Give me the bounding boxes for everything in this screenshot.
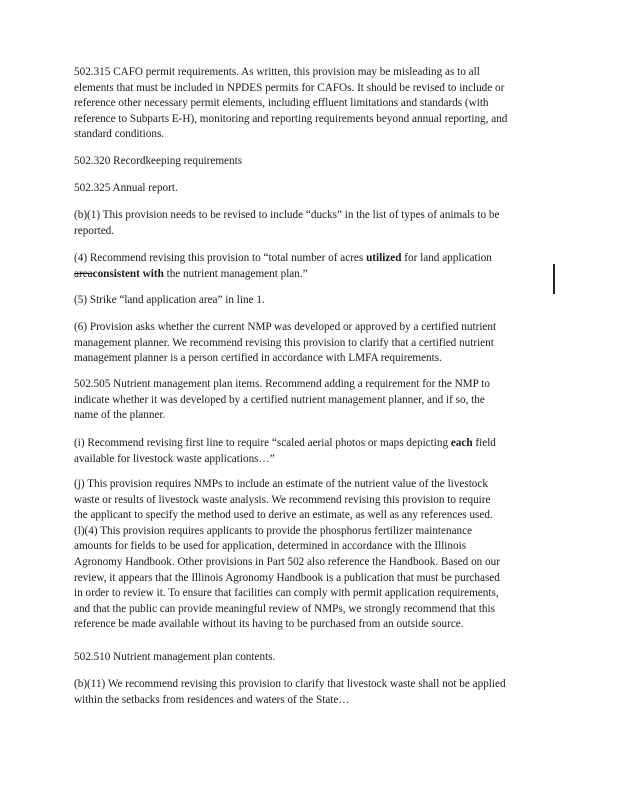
text-run: (4) Recommend revising this provision to “total number of acres: [74, 252, 367, 264]
text-run: the nutrient management plan.”: [163, 267, 308, 280]
text-run: (i) Recommend revising first line to require “scaled aerial photos or maps depicting: [74, 437, 451, 449]
inserted-text: utilized: [366, 252, 402, 264]
paragraph-b1-ducks: [74, 208, 550, 239]
paragraph-6-provision: [74, 320, 550, 367]
text-line: indicate whether it was developed by a certified nutrient management planner, and if so, the: [74, 393, 485, 406]
paragraph-502-505: [74, 377, 550, 424]
text-line: in order to review it. To ensure that facilities can comply with permit application requirements,: [74, 587, 499, 600]
text-run: for land application: [401, 252, 492, 264]
struck-text: area: [74, 267, 93, 280]
heading-502-320: [74, 154, 550, 170]
text-line: within the setbacks from residences and waters of the State…: [74, 693, 350, 706]
heading-502-510: [74, 650, 550, 666]
paragraph-i-aerial-photos: [74, 436, 550, 467]
text-line: waste or results of livestock waste analysis. We recommend revising this provision to require: [74, 493, 491, 506]
paragraph-j-and-l4: [74, 477, 550, 633]
text-line: reference to Subparts E-H), monitoring and reporting requirements beyond annual reporting, and: [74, 112, 508, 125]
text-line: name of the planner.: [74, 409, 166, 422]
text-line: Agronomy Handbook. Other provisions in Part 502 also reference the Handbook. Based on our: [74, 555, 500, 568]
text-line: (j) This provision requires NMPs to include an estimate of the nutrient value of the livestock: [74, 478, 488, 490]
text-line: standard conditions.: [74, 128, 165, 141]
text-line: review, it appears that the Illinois Agronomy Handbook is a publication that must be purchased: [74, 571, 500, 584]
revision-bar: [553, 264, 555, 294]
inserted-text: each: [450, 437, 473, 449]
text-line: management planner. We recommend revising this provision to clarify that a certified nutrient: [74, 336, 494, 349]
text-line: 502.505 Nutrient management plan items. Recommend adding a requirement for the NMP to: [74, 378, 490, 390]
text-line: 502.315 CAFO permit requirements. As written, this provision may be misleading as to all: [74, 66, 480, 78]
text-line: reference other necessary permit elements, including effluent limitations and standards (with: [74, 97, 489, 110]
paragraph-b11-setbacks: [74, 677, 550, 708]
inserted-text: consistent with: [92, 267, 164, 280]
text-line: amounts for fields to be used for application, determined in accordance with the Illinois: [74, 540, 467, 553]
text-run: field: [472, 437, 496, 449]
text-line: and that the public can provide meaningful review of NMPs, we strongly recommend that this: [74, 602, 495, 615]
text-line: [74, 437, 496, 449]
paragraph-4-acres: [74, 251, 550, 282]
text-line: reported.: [74, 224, 115, 237]
heading-502-325: [74, 181, 550, 197]
text-line: the applicant to specify the method used to derive an estimate, as well as any references used.: [74, 509, 493, 522]
text-line: [74, 268, 308, 280]
text-line: (b)(11) We recommend revising this provision to clarify that livestock waste shall not be applied: [74, 678, 506, 690]
text-line: (6) Provision asks whether the current NMP was developed or approved by a certified nutrient: [74, 321, 497, 333]
paragraph-5-strike: [74, 293, 550, 309]
text-line: elements that must be included in NPDES permits for CAFOs. It should be revised to include or: [74, 81, 505, 94]
text-line: available for livestock waste applications…”: [74, 452, 275, 465]
text-line: management planner is a person certified in accordance with LMFA requirements.: [74, 352, 442, 365]
text-line: (b)(1) This provision needs to be revised to include “ducks” in the list of types of animals to be: [74, 209, 500, 221]
text-line: [74, 252, 492, 264]
text-line: (l)(4) This provision requires applicants to provide the phosphorus fertilizer maintenance: [74, 524, 473, 537]
text-line: (5) Strike “land application area” in line 1.: [74, 294, 265, 306]
text-line: reference be made available without its having to be purchased from an outside source.: [74, 618, 464, 631]
paragraph-502-315: [74, 65, 550, 143]
text-line: 502.320 Recordkeeping requirements: [74, 155, 243, 167]
text-line: 502.510 Nutrient management plan contents.: [74, 651, 276, 663]
text-line: 502.325 Annual report.: [74, 182, 178, 194]
